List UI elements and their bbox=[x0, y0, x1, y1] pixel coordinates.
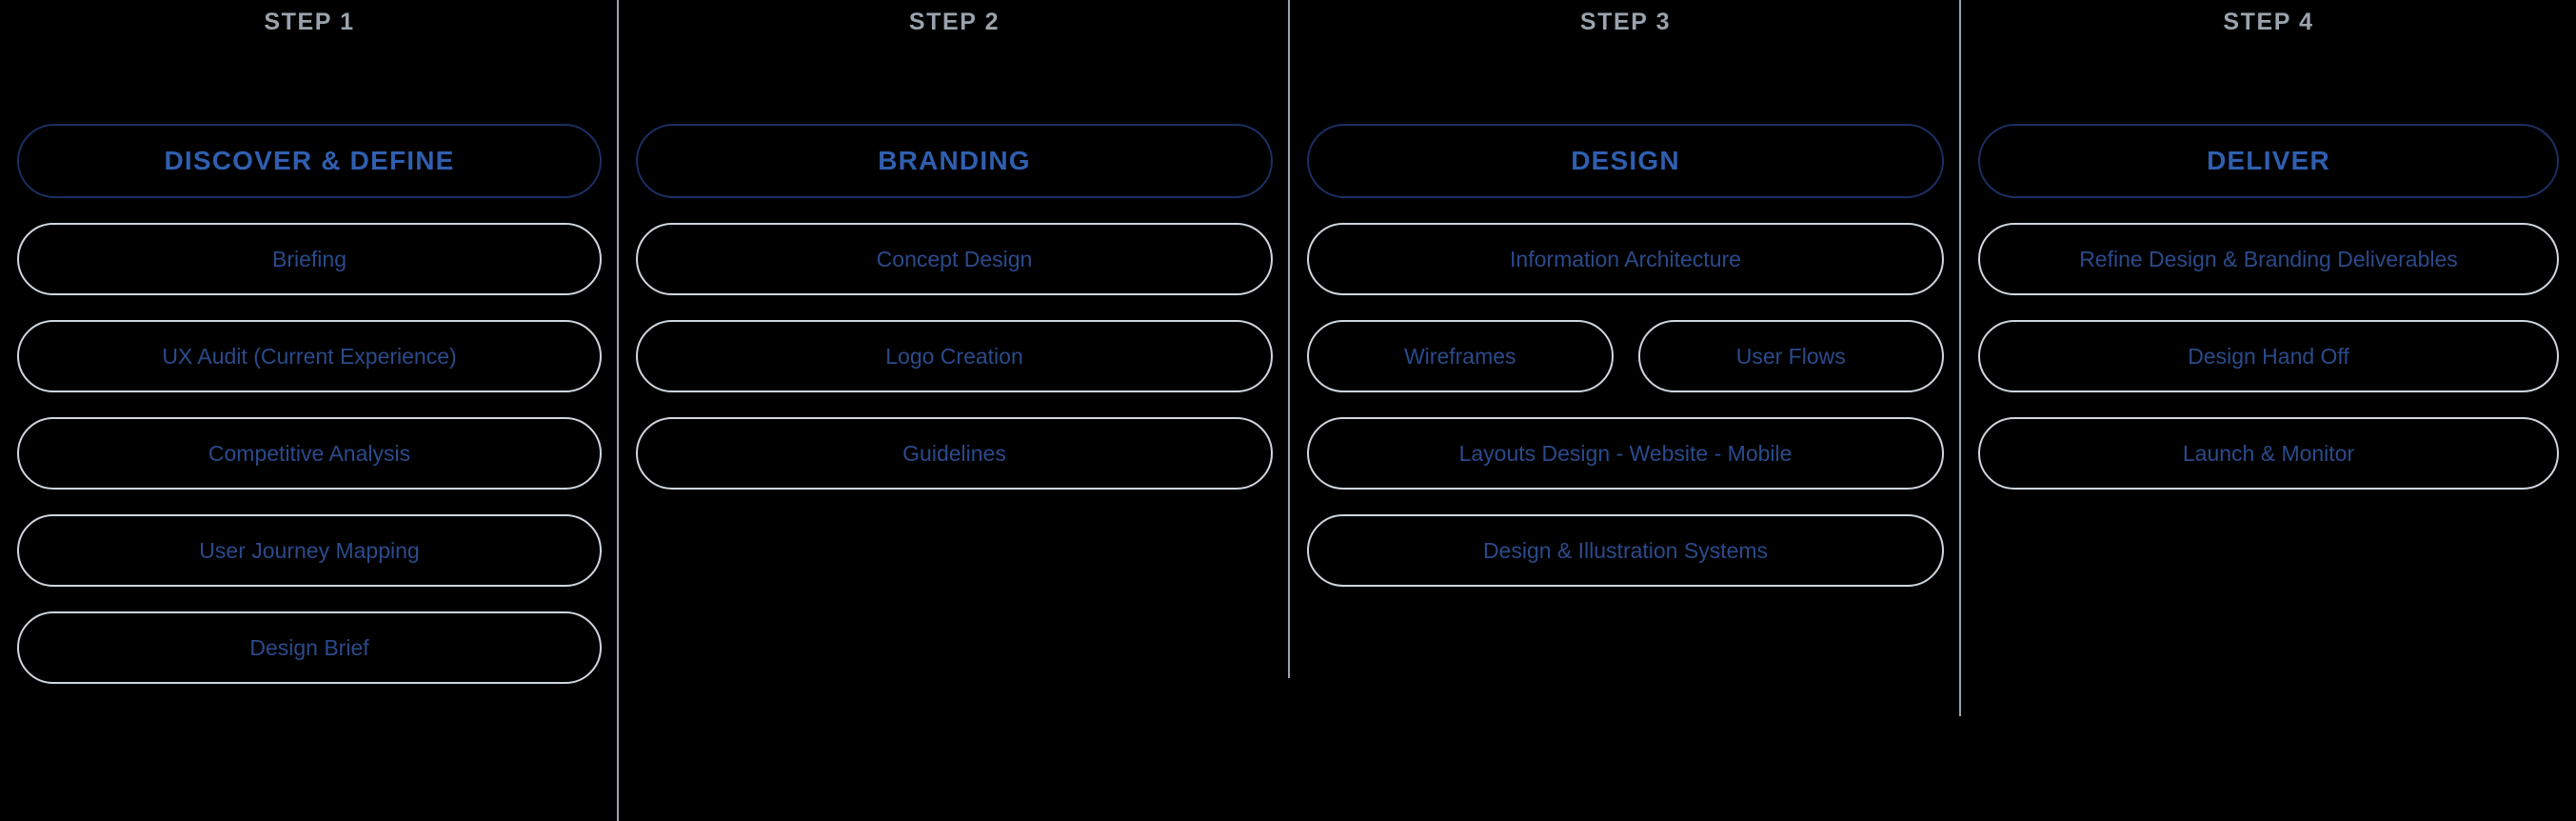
step-column-2 bbox=[619, 0, 1290, 490]
task-card-logo-creation[interactable]: Logo Creation bbox=[636, 320, 1273, 392]
task-card-wireframes[interactable]: Wireframes bbox=[1307, 320, 1614, 392]
step-label-1: STEP 1 bbox=[264, 9, 355, 35]
step-column-1 bbox=[0, 0, 619, 684]
phase-card-design[interactable]: DESIGN bbox=[1307, 124, 1944, 198]
step-label-4: STEP 4 bbox=[2223, 9, 2314, 35]
task-card-ux-audit[interactable]: UX Audit (Current Experience) bbox=[17, 320, 602, 392]
step-label-3: STEP 3 bbox=[1579, 9, 1672, 35]
step-column-3 bbox=[1290, 0, 1961, 587]
task-card-information-architecture[interactable]: Information Architecture bbox=[1307, 223, 1944, 295]
task-card-competitive-analysis[interactable]: Competitive Analysis bbox=[17, 417, 602, 490]
task-card-user-flows[interactable]: User Flows bbox=[1638, 320, 1945, 392]
step-column-4 bbox=[1961, 0, 2576, 490]
task-card-design-hand-off[interactable]: Design Hand Off bbox=[1978, 320, 2559, 392]
task-card-refine-deliverables[interactable]: Refine Design & Branding Deliverables bbox=[1978, 223, 2559, 295]
task-card-guidelines[interactable]: Guidelines bbox=[636, 417, 1273, 490]
step-label-2: STEP 2 bbox=[908, 9, 1001, 35]
task-card-design-illustration-systems[interactable]: Design & Illustration Systems bbox=[1307, 514, 1944, 587]
task-card-concept-design[interactable]: Concept Design bbox=[636, 223, 1273, 295]
phase-card-deliver[interactable]: DELIVER bbox=[1978, 124, 2559, 198]
task-card-design-brief[interactable]: Design Brief bbox=[17, 611, 602, 684]
task-card-user-journey-mapping[interactable]: User Journey Mapping bbox=[17, 514, 602, 587]
task-card-layouts-design[interactable]: Layouts Design - Website - Mobile bbox=[1307, 417, 1944, 490]
phase-card-discover-define[interactable]: DISCOVER & DEFINE bbox=[17, 124, 602, 198]
task-card-briefing[interactable]: Briefing bbox=[17, 223, 602, 295]
phase-card-branding[interactable]: BRANDING bbox=[636, 124, 1273, 198]
task-row-wireframes-userflows bbox=[1307, 320, 1944, 392]
task-card-launch-monitor[interactable]: Launch & Monitor bbox=[1978, 417, 2559, 490]
